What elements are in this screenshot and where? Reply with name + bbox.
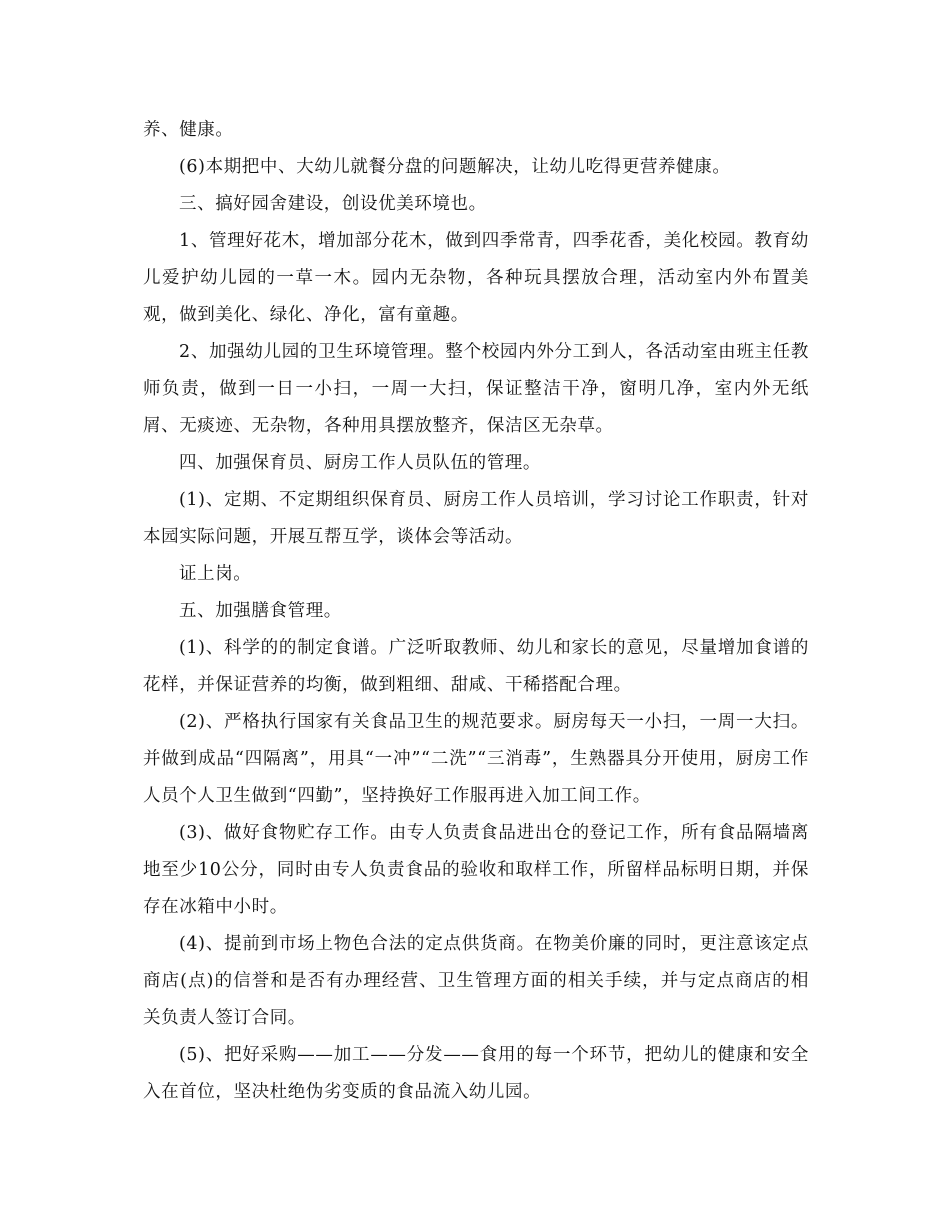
- paragraph-7: (1)、定期、不定期组织保育员、厨房工作人员培训，学习讨论工作职责，针对本园实际问题，开展互帮互学，谈体会等活动。: [143, 490, 809, 547]
- document-body: [143, 112, 809, 1111]
- section-heading-4: 四、加强保育员、厨房工作人员队伍的管理。: [179, 453, 541, 473]
- paragraph-14: (5)、把好采购——加工——分发——食用的每一个环节，把幼儿的健康和安全入在首位，坚决杜绝伪劣变质的食品流入幼儿园。: [143, 1045, 809, 1102]
- paragraph-12: (3)、做好食物贮存工作。由专人负责食品进出仓的登记工作，所有食品隔墙离地至少10公分，同时由专人负责食品的验收和取样工作，所留样品标明日期，并保存在冰箱中小时。: [143, 823, 809, 917]
- paragraph-13: (4)、提前到市场上物色合法的定点供货商。在物美价廉的同时，更注意该定点商店(点)的信誉和是否有办理经营、卫生管理方面的相关手续，并与定点商店的相关负责人签订合同。: [143, 934, 809, 1028]
- section-heading-5: 五、加强膳食管理。: [179, 601, 342, 621]
- section-heading-3: 三、搞好园舍建设，创设优美环境也。: [179, 194, 487, 214]
- paragraph-1: 养、健康。: [143, 120, 234, 140]
- paragraph-2: (6)本期把中、大幼儿就餐分盘的问题解决，让幼儿吃得更营养健康。: [179, 157, 731, 177]
- paragraph-11: (2)、严格执行国家有关食品卫生的规范要求。厨房每天一小扫，一周一大扫。并做到成品“四隔离”，用具“一冲”“二洗”“三消毒”，生熟器具分开使用，厨房工作人员个人卫生做到“四勤”，坚持换好工作服再进入加工间工作。: [143, 712, 809, 806]
- paragraph-5: 2、加强幼儿园的卫生环境管理。整个校园内外分工到人，各活动室由班主任教师负责，做到一日一小扫，一周一大扫，保证整洁干净，窗明几净，室内外无纸屑、无痰迹、无杂物，各种用具摆放整齐，保洁区无杂草。: [143, 342, 809, 436]
- paragraph-4: 1、管理好花木，增加部分花木，做到四季常青，四季花香，美化校园。教育幼儿爱护幼儿园的一草一木。园内无杂物，各种玩具摆放合理，活动室内外布置美观，做到美化、绿化、净化，富有童趣。: [143, 231, 809, 325]
- paragraph-10: (1)、科学的的制定食谱。广泛听取教师、幼儿和家长的意见，尽量增加食谱的花样，并保证营养的均衡，做到粗细、甜咸、干稀搭配合理。: [143, 638, 809, 695]
- paragraph-8: 证上岗。: [179, 564, 252, 584]
